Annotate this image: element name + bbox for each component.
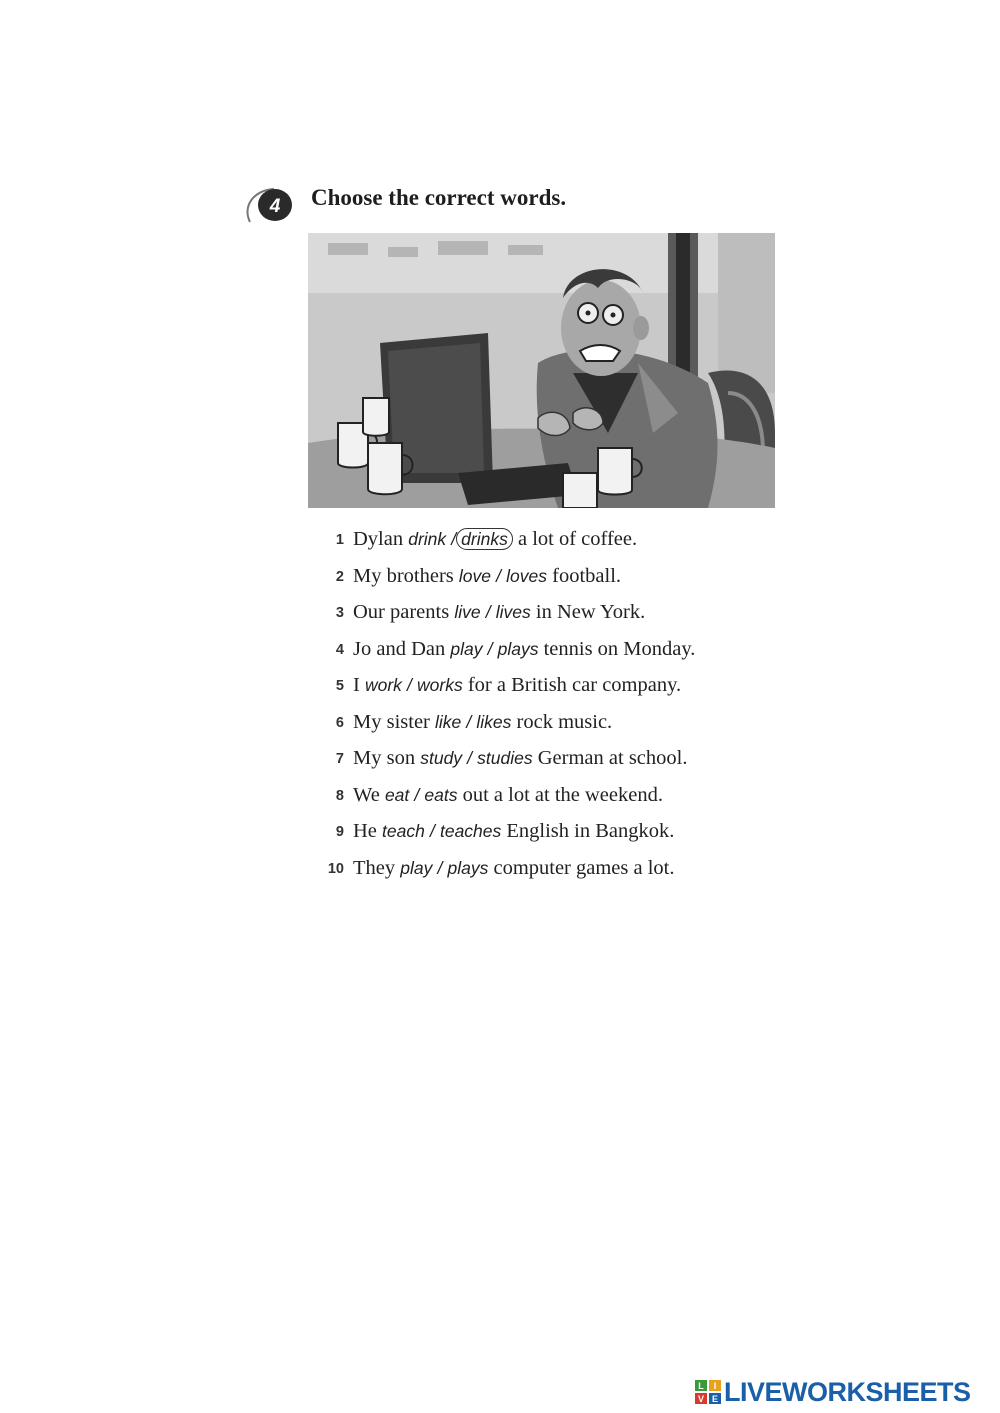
sentence-before: They	[353, 856, 396, 879]
option-1[interactable]: play	[400, 857, 433, 878]
sentence-number: 9	[335, 824, 344, 840]
option-2-circled[interactable]: drinks	[456, 528, 513, 550]
sentence-item	[308, 850, 808, 887]
option-separator: /	[429, 821, 435, 841]
option-1[interactable]: study	[420, 748, 463, 768]
option-separator: /	[485, 602, 491, 622]
svg-text:I: I	[713, 1381, 717, 1391]
sentence-after: rock music.	[516, 710, 613, 733]
option-2[interactable]: likes	[476, 711, 512, 732]
liveworksheets-wordmark: LIVEWORKSHEETS	[724, 1377, 971, 1407]
option-1[interactable]: love	[458, 565, 492, 586]
option-1[interactable]: like	[435, 711, 462, 732]
sentence-item	[308, 704, 808, 741]
sentence-item	[308, 740, 808, 777]
option-1[interactable]: eat	[384, 784, 410, 805]
sentence-number: 10	[327, 860, 344, 877]
sentence-item	[308, 813, 808, 850]
sentence-number: 5	[335, 678, 344, 694]
option-2[interactable]: eats	[424, 784, 458, 805]
exercise-title: Choose the correct words.	[311, 185, 567, 210]
sentence-after: in New York.	[535, 601, 646, 623]
illustration-man-at-computer	[308, 233, 775, 508]
sentence-number: 8	[335, 787, 344, 804]
sentence-before: My brothers	[353, 564, 454, 587]
sentence-item	[308, 558, 808, 595]
option-2[interactable]: works	[417, 675, 463, 695]
sentence-number: 4	[335, 641, 344, 658]
option-2[interactable]: loves	[506, 565, 547, 586]
sentence-number: 2	[335, 568, 344, 585]
option-separator: /	[467, 748, 473, 768]
sentence-after: tennis on Monday.	[543, 637, 696, 660]
sentence-after: football.	[552, 564, 622, 587]
option-2[interactable]: lives	[495, 602, 531, 622]
option-separator: /	[496, 565, 502, 586]
svg-text:E: E	[711, 1394, 719, 1404]
sentence-before: I	[353, 674, 360, 696]
sentence-item	[308, 667, 808, 704]
exercise-header	[244, 180, 804, 236]
option-1[interactable]: drink	[408, 529, 447, 549]
sentence-after: English in Bangkok.	[506, 820, 675, 842]
sentence-number: 6	[335, 714, 344, 731]
exercise-number: 4	[269, 196, 281, 217]
option-separator: /	[437, 857, 443, 878]
sentence-before: Our parents	[353, 601, 450, 623]
option-2[interactable]: plays	[447, 857, 489, 878]
sentence-before: We	[353, 783, 380, 806]
sentence-after: German at school.	[537, 747, 688, 769]
sentence-after: for a British car company.	[467, 674, 682, 696]
option-1[interactable]: live	[454, 602, 481, 622]
sentence-item	[308, 777, 808, 814]
sentence-before: Dylan	[353, 528, 404, 550]
option-1[interactable]: work	[364, 675, 402, 695]
liveworksheets-logo-icon	[694, 1379, 724, 1405]
option-separator: /	[414, 784, 420, 805]
exercise-number-badge	[244, 186, 296, 230]
option-separator: /	[487, 638, 493, 659]
option-1[interactable]: teach	[382, 821, 425, 841]
sentence-after: out a lot at the weekend.	[462, 783, 663, 806]
option-1[interactable]: play	[450, 638, 483, 659]
sentence-item	[308, 631, 808, 668]
sentence-number: 7	[335, 751, 344, 767]
sentence-after: computer games a lot.	[493, 856, 675, 879]
sentence-before: My sister	[353, 710, 430, 733]
sentence-number: 3	[335, 605, 344, 621]
option-2[interactable]: teaches	[439, 821, 502, 841]
sentence-item	[308, 594, 808, 631]
svg-text:L: L	[698, 1381, 704, 1391]
sentence-before: He	[353, 820, 377, 842]
sentence-before: My son	[353, 747, 416, 769]
sentence-number: 1	[335, 532, 344, 548]
sentence-list	[308, 521, 808, 886]
liveworksheets-brand	[694, 1377, 994, 1407]
option-2[interactable]: studies	[477, 748, 533, 768]
sentence-item	[308, 521, 808, 558]
sentence-after: a lot of coffee.	[517, 528, 638, 550]
sentence-before: Jo and Dan	[353, 637, 446, 660]
option-separator: /	[451, 529, 457, 549]
option-2[interactable]: plays	[497, 638, 539, 659]
option-separator: /	[407, 675, 412, 695]
option-separator: /	[466, 711, 472, 732]
svg-text:V: V	[697, 1394, 705, 1404]
